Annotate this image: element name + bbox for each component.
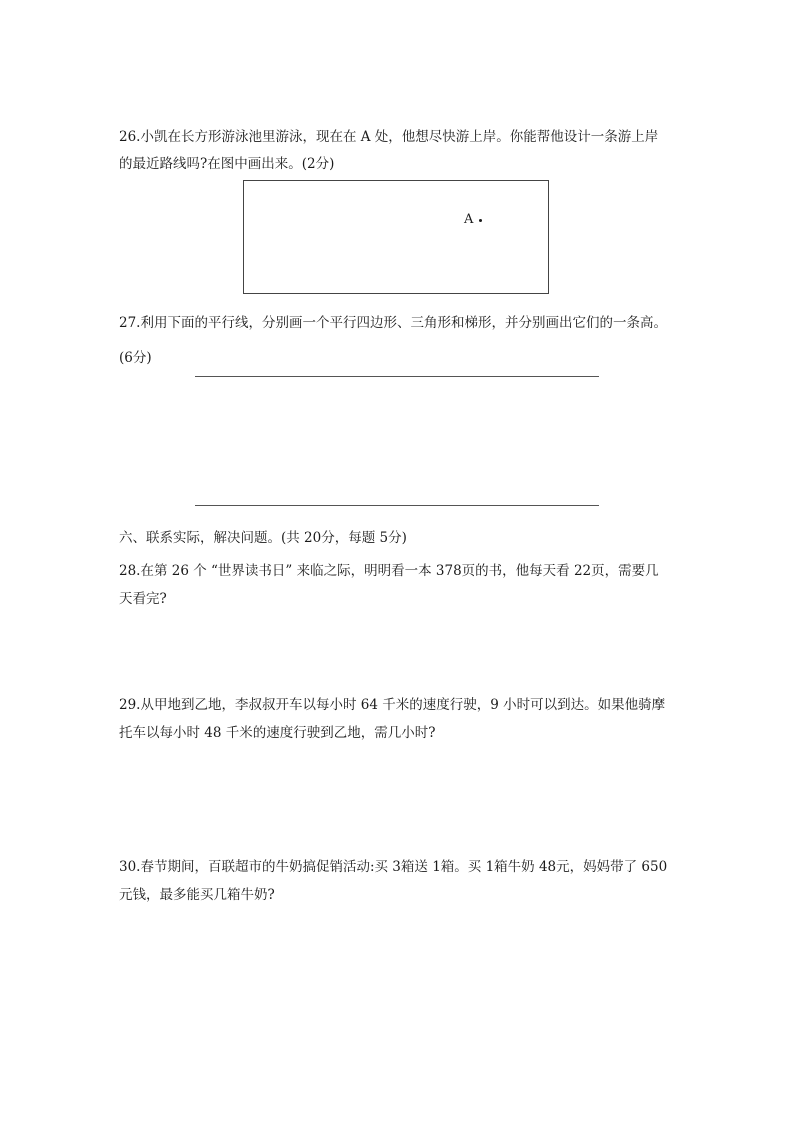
point-a-label: A: [464, 212, 474, 227]
q30-line-2: 元钱，最多能买几箱牛奶?: [119, 887, 275, 903]
section-6-heading: 六、联系实际，解决问题。(共 20分，每题 5分): [119, 530, 407, 546]
q27-line-2: (6分): [119, 350, 152, 366]
point-a-dot: [479, 219, 482, 222]
q28-line-2: 天看完?: [119, 591, 167, 607]
q27-line-1: 27.利用下面的平行线，分别画一个平行四边形、三角形和梯形，并分别画出它们的一条高。: [119, 315, 667, 331]
q29-line-1: 29.从甲地到乙地，李叔叔开车以每小时 64 千米的速度行驶，9 小时可以到达。如果他骑摩: [119, 697, 666, 713]
parallel-line-top: [195, 376, 599, 377]
q29-line-2: 托车以每小时 48 千米的速度行驶到乙地，需几小时?: [119, 725, 436, 741]
parallel-line-bottom: [195, 505, 599, 506]
swimming-pool-rectangle: [243, 180, 549, 294]
q30-line-1: 30.春节期间，百联超市的牛奶搞促销活动:买 3箱送 1箱。买 1箱牛奶 48元，妈妈带了 650: [119, 859, 668, 875]
q28-line-1: 28.在第 26 个 “世界读书日” 来临之际，明明看一本 378页的书，他每天看 22页，需要几: [119, 563, 659, 579]
q26-line-2: 的最近路线吗?在图中画出来。(2分): [119, 156, 335, 172]
q26-line-1: 26.小凯在长方形游泳池里游泳，现在在 A 处，他想尽快游上岸。你能帮他设计一条游上岸: [119, 129, 659, 145]
